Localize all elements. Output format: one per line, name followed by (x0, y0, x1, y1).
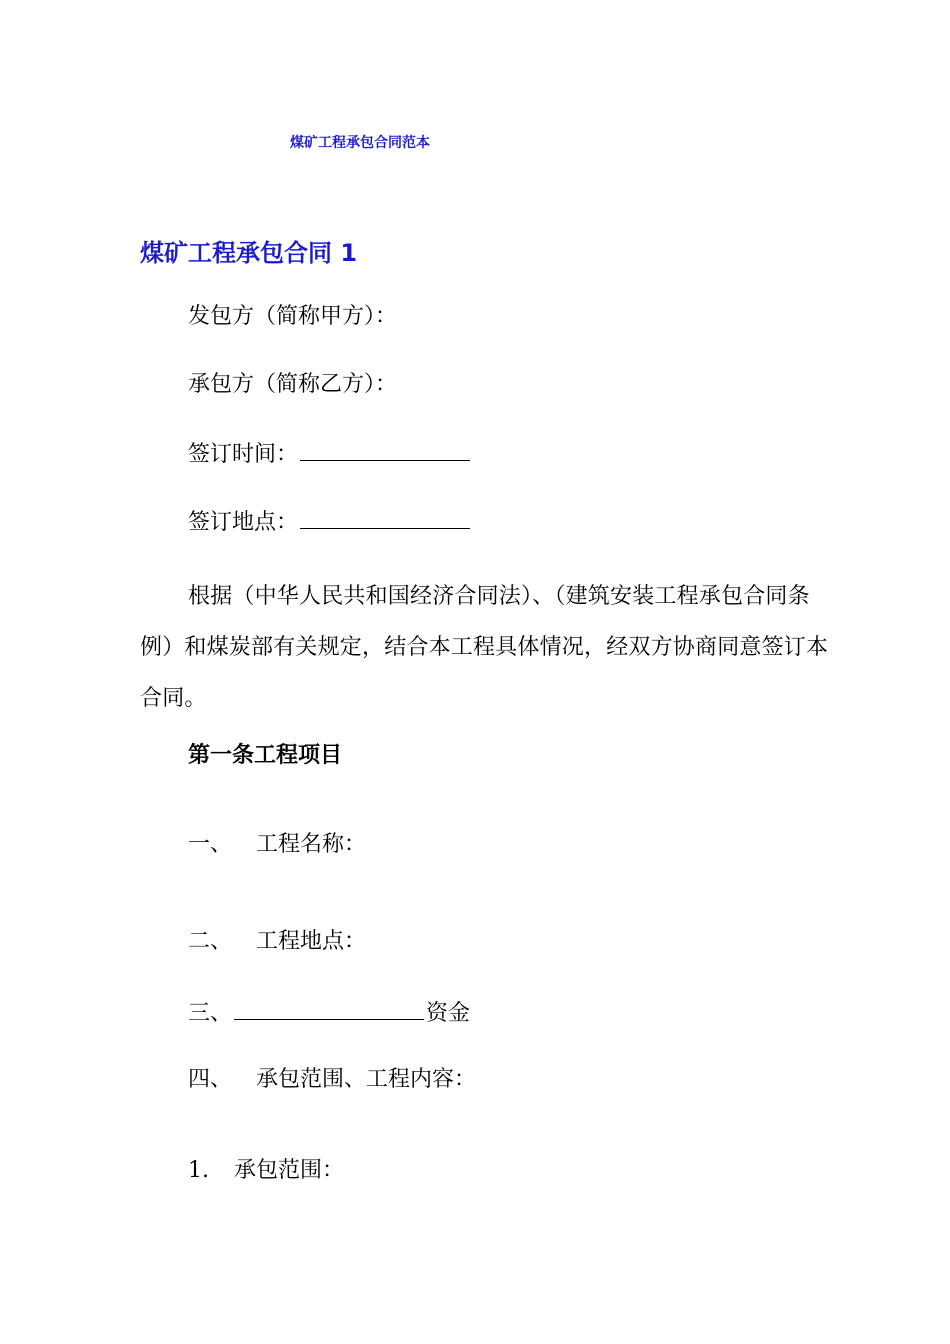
item-label: 一、 (188, 832, 233, 857)
sign-place-blank (300, 506, 470, 529)
item-label: 四、 (188, 1067, 233, 1092)
sub-item-label: 1. (188, 1158, 209, 1183)
sign-place-label: 签订地点： (188, 510, 299, 535)
header-title: 煤矿工程承包合同范本 (290, 135, 430, 151)
item-text: 承包范围、工程内容： (256, 1067, 477, 1092)
sub-item-text: 承包范围： (234, 1158, 345, 1183)
item-label: 二、 (188, 929, 233, 954)
item-funding (188, 997, 470, 1029)
sign-time-blank (300, 438, 470, 461)
funding-blank (234, 997, 424, 1020)
sign-place-line (188, 506, 470, 538)
sub-item-scope (188, 1156, 344, 1186)
document-title: 煤矿工程承包合同 1 (140, 239, 358, 267)
sign-time-line (188, 438, 470, 470)
item-text: 资金 (426, 1001, 471, 1026)
party-b-line: 承包方（简称乙方）： (188, 372, 398, 397)
article-1-title: 第一条工程项目 (188, 743, 343, 768)
item-project-location (188, 927, 366, 957)
intro-paragraph: 根据（中华人民共和国经济合同法）、（建筑安装工程承包合同条例）和煤炭部有关规定，结合本工程具体情况，经双方协商同意签订本合同。 (140, 584, 829, 711)
item-project-name (188, 830, 366, 860)
item-label: 三、 (188, 1001, 233, 1026)
sign-time-label: 签订时间： (188, 442, 299, 467)
party-a-line: 发包方（简称甲方）： (188, 304, 398, 329)
item-text: 工程地点： (256, 929, 367, 954)
item-text: 工程名称： (256, 832, 367, 857)
item-scope-content (188, 1065, 476, 1095)
